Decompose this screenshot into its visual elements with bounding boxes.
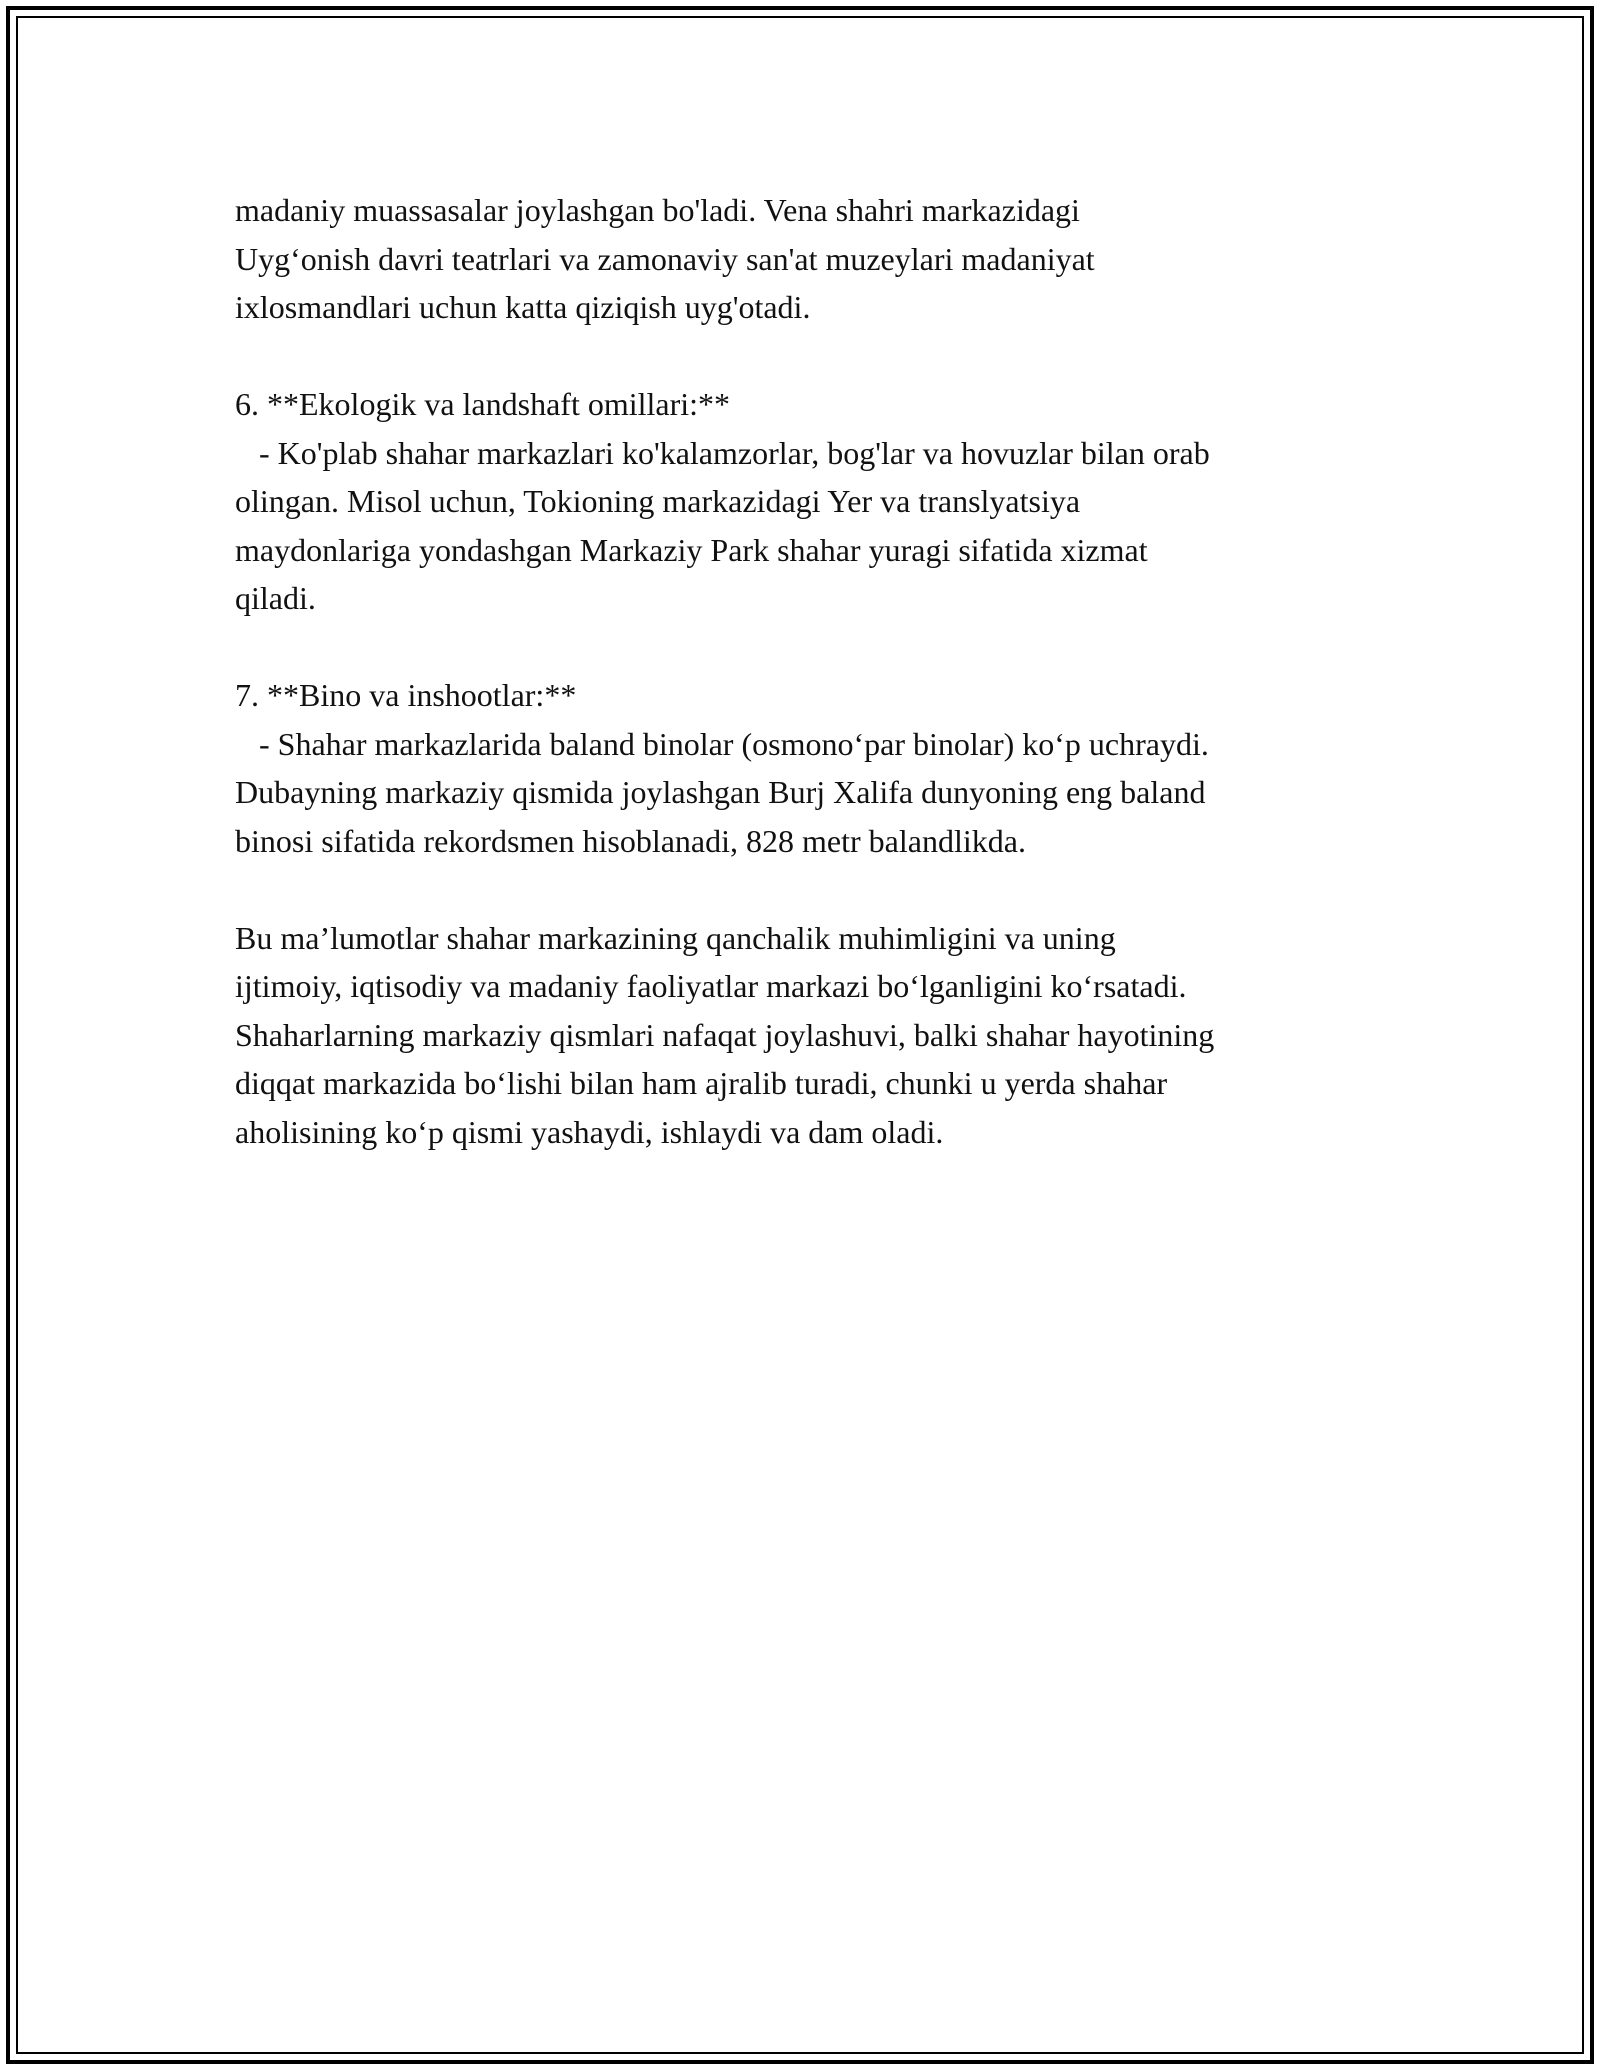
section-6 — [235, 380, 1375, 623]
text-line: binosi sifatida rekordsmen hisoblanadi, 828 metr balandlikda. — [235, 822, 1026, 859]
section-7 — [235, 671, 1375, 865]
section-heading: 6. **Ekologik va landshaft omillari:** — [235, 386, 731, 422]
text-line: madaniy muassasalar joylashgan bo'ladi. Vena shahri markazidagi — [235, 192, 1080, 228]
paragraph-spacer — [235, 865, 1375, 914]
text-line: olingan. Misol uchun, Tokioning markazidagi Yer va translyatsiya — [235, 483, 1081, 519]
text-line: ixlosmandlari uchun katta qiziqish uyg'otadi. — [235, 289, 811, 325]
text-line: Uyg‘onish davri teatrlari va zamonaviy san'at muzeylari madaniyat — [235, 240, 1095, 277]
text-line: diqqat markazida bo‘lishi bilan ham ajralib turadi, chunki u yerda shahar — [235, 1065, 1168, 1101]
text-line: maydonlariga yondashgan Markaziy Park shahar yuragi sifatida xizmat — [235, 531, 1148, 568]
paragraph-spacer — [235, 332, 1375, 381]
text-line: Dubayning markaziy qismida joylashgan Burj Xalifa dunyoning eng baland — [235, 774, 1206, 810]
text-line: - Ko'plab shahar markazlari ko'kalamzorlar, bog'lar va hovuzlar bilan orab — [235, 434, 1210, 471]
conclusion-paragraph — [235, 914, 1375, 1157]
text-line: Bu ma’lumotlar shahar markazining qanchalik muhimligini va uning — [235, 919, 1116, 956]
text-line: qiladi. — [235, 580, 316, 616]
text-line: Shaharlarning markaziy qismlari nafaqat joylashuvi, balki shahar hayotining — [235, 1016, 1215, 1053]
text-line: aholisining ko‘p qismi yashaydi, ishlaydi va dam oladi. — [235, 1113, 944, 1150]
document-body — [235, 186, 1375, 1156]
paragraph-spacer — [235, 623, 1375, 672]
intro-paragraph — [235, 186, 1375, 332]
text-line: ijtimoiy, iqtisodiy va madaniy faoliyatlar markazi bo‘lganligini ko‘rsatadi. — [235, 968, 1187, 1004]
text-line: - Shahar markazlarida baland binolar (osmono‘par binolar) ko‘p uchraydi. — [235, 725, 1209, 762]
section-heading: 7. **Bino va inshootlar:** — [235, 677, 577, 713]
